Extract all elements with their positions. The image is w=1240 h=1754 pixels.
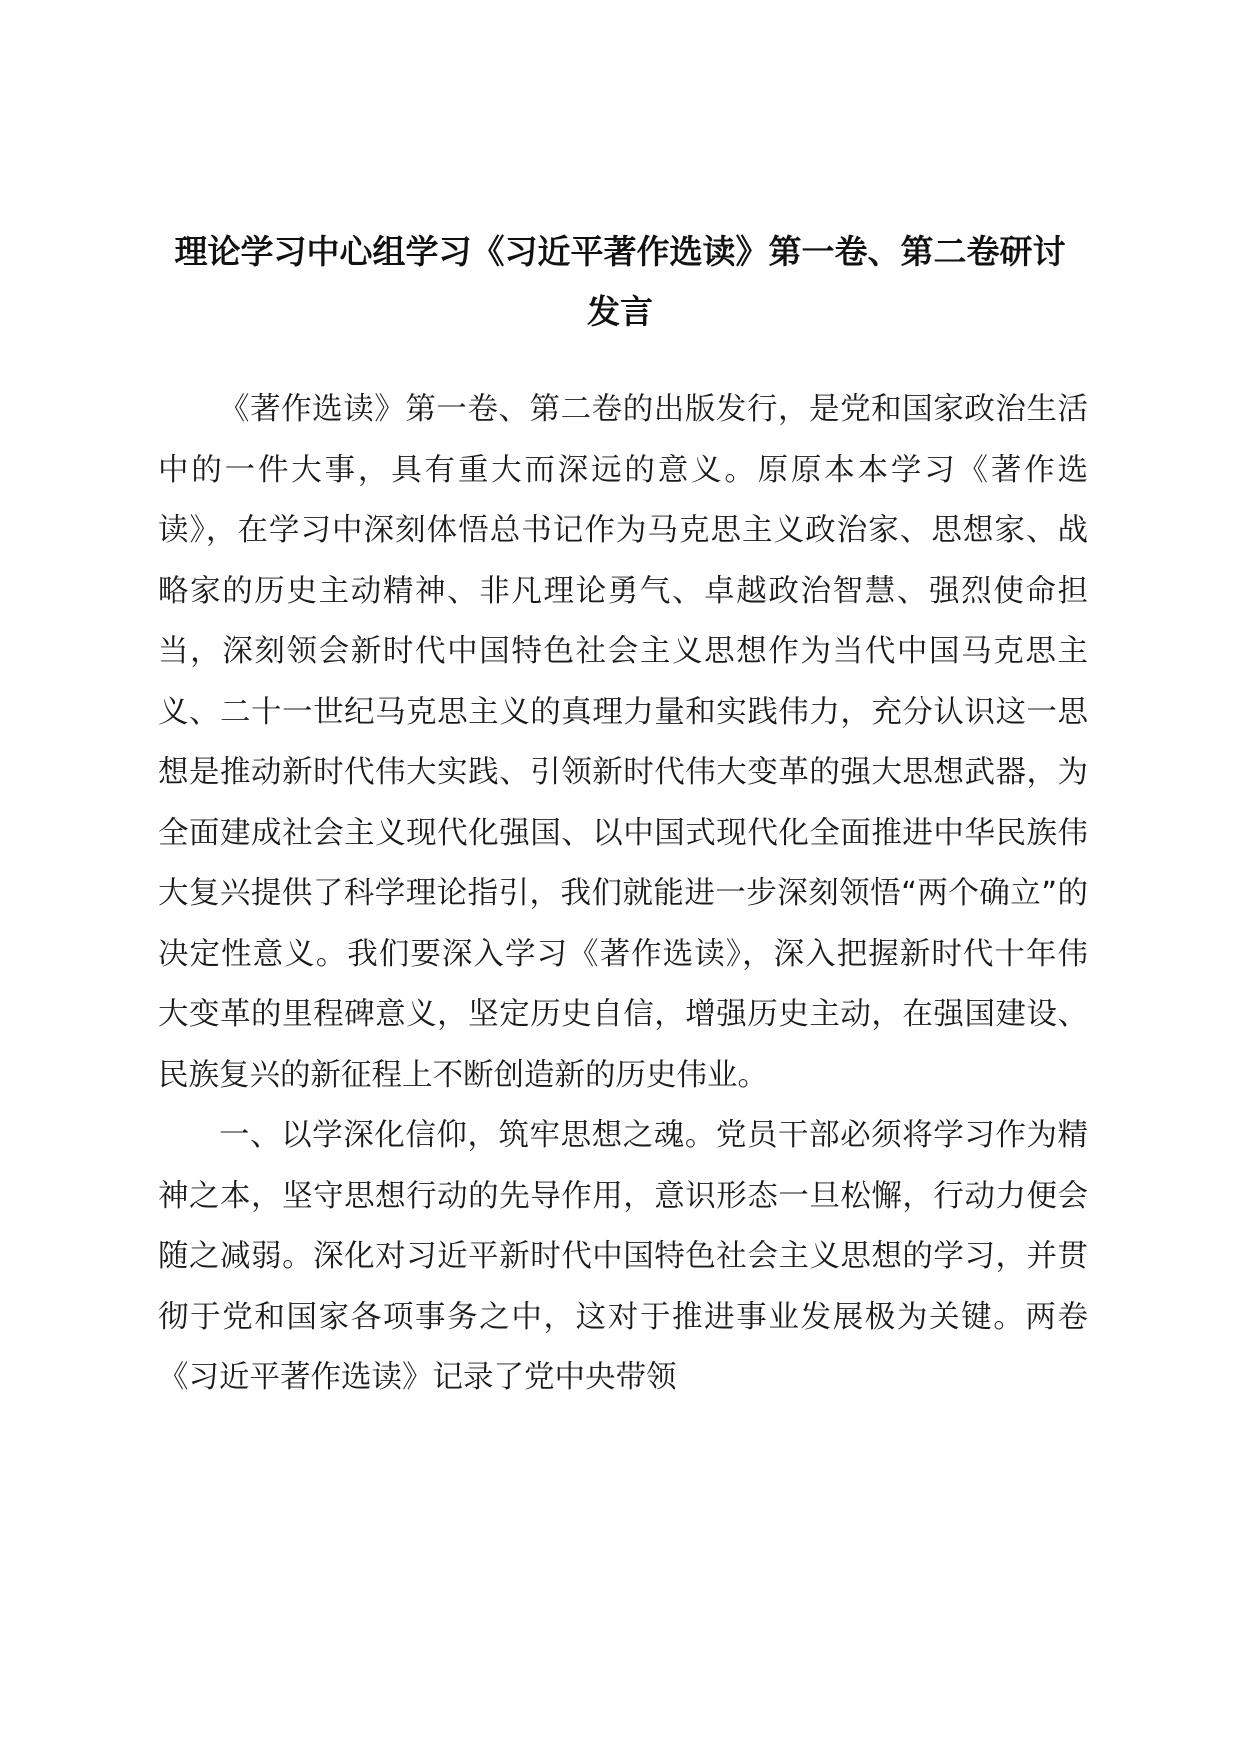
document-body [158,380,1088,1409]
paragraph-intro: 《著作选读》第一卷、第二卷的出版发行，是党和国家政治生活中的一件大事，具有重大而深远的意义。原原本本学习《著作选读》，在学习中深刻体悟总书记作为马克思主义政治家、思想家、战略家的历史主动精神、非凡理论勇气、卓越政治智慧、强烈使命担当，深刻领会新时代中国特色社会主义思想作为当代中国马克思主义、二十一世纪马克思主义的真理力量和实践伟力，充分认识这一思想是推动新时代伟大实践、引领新时代伟大变革的强大思想武器，为全面建成社会主义现代化强国、以中国式现代化全面推进中华民族伟大复兴提供了科学理论指引，我们就能进一步深刻领悟“两个确立”的决定性意义。我们要深入学习《著作选读》，深入把握新时代十年伟大变革的里程碑意义，坚定历史自信，增强历史主动，在强国建设、民族复兴的新征程上不断创造新的历史伟业。 [158,392,1088,1093]
paragraph-section-one: 一、以学深化信仰，筑牢思想之魂。党员干部必须将学习作为精神之本，坚守思想行动的先导作用，意识形态一旦松懈，行动力便会随之减弱。深化对习近平新时代中国特色社会主义思想的学习，并贯彻于党和国家各项事务之中，这对于推进事业发展极为关键。两卷《习近平著作选读》记录了党中央带领 [158,1118,1088,1395]
document-title [150,222,1090,342]
title-line-1: 理论学习中心组学习《习近平著作选读》第一卷、第二卷研讨 [174,232,1066,271]
title-line-2: 发言 [587,292,653,331]
